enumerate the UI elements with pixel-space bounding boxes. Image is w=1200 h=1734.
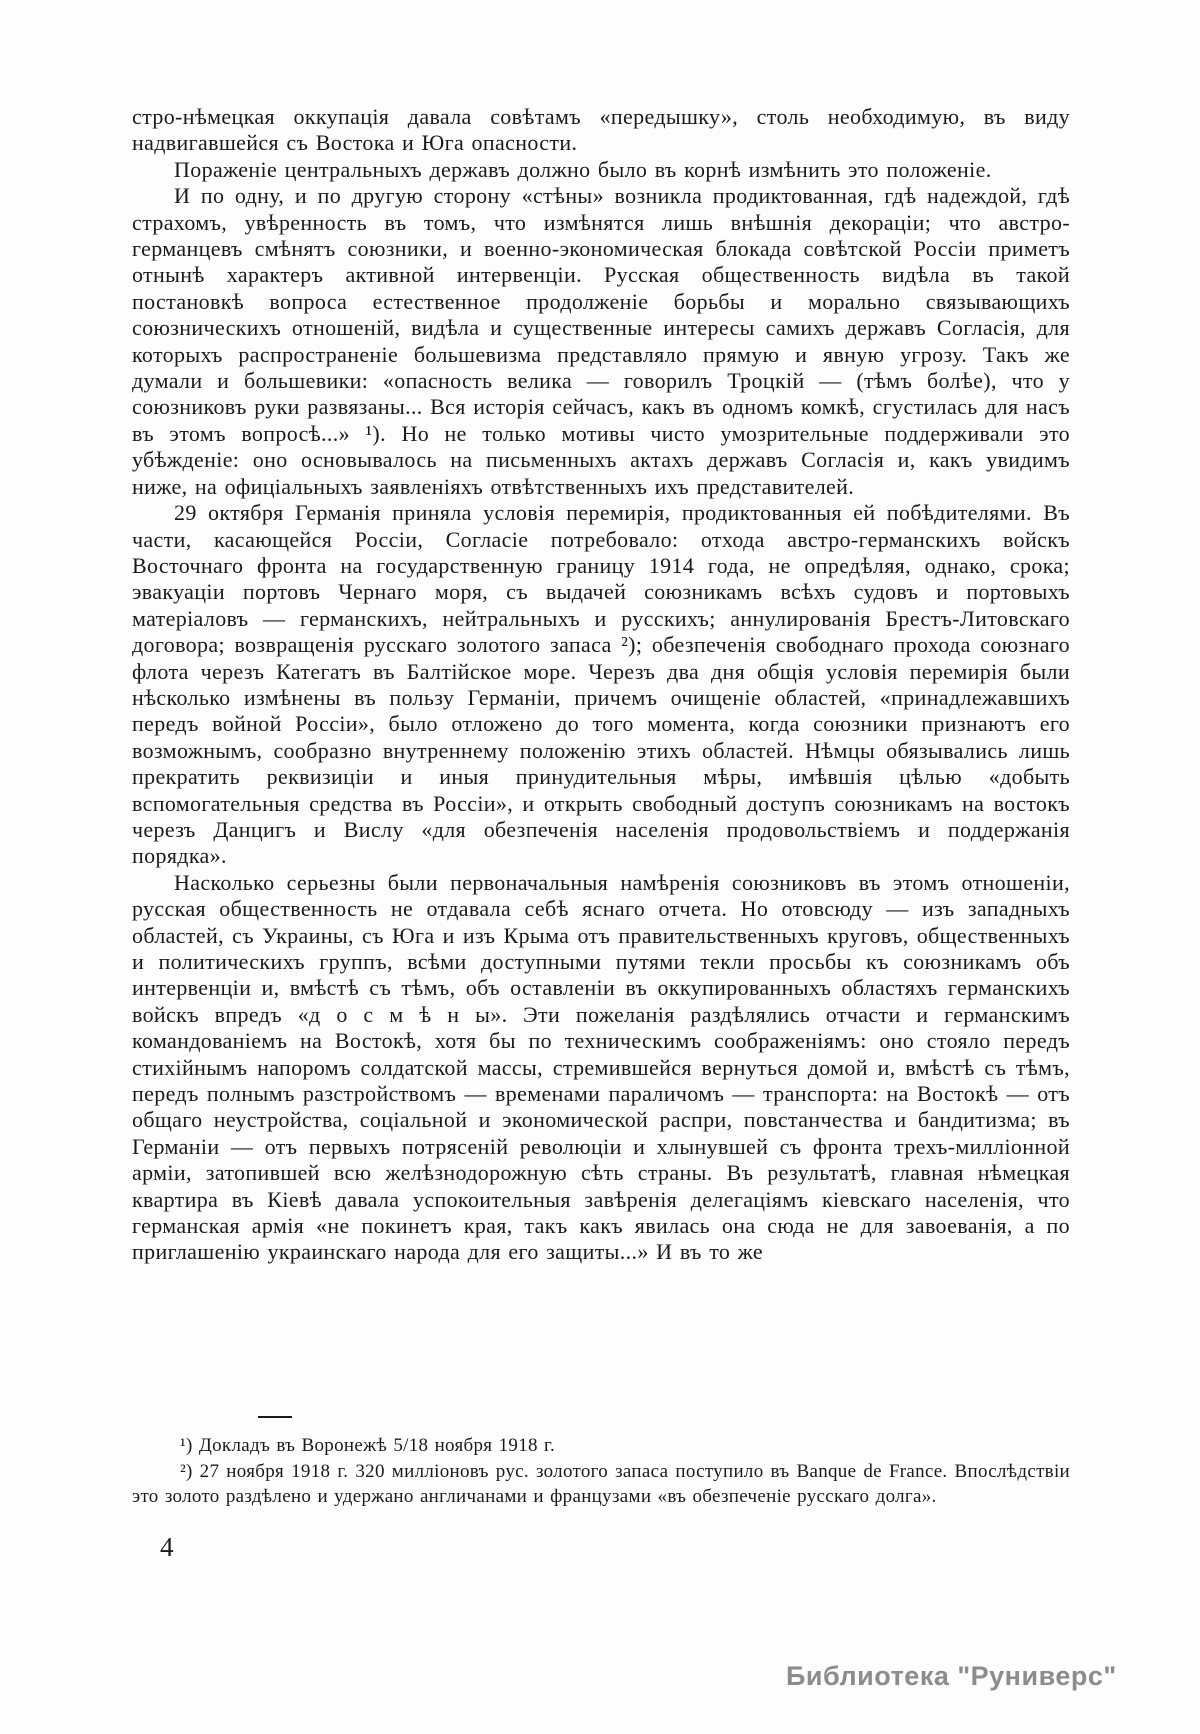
footnote-1: ¹) Докладъ въ Воронежѣ 5/18 ноября 1918 г. bbox=[180, 1435, 556, 1456]
page-number: 4 bbox=[160, 1532, 174, 1562]
footnote-2: ²) 27 ноября 1918 г. 320 милліоновъ рус. золотого запаса поступило въ Banque de France. Впослѣдствіи это золото раздѣлено и удержано англичанами и французами «въ обезпеченіе русскаго долга». bbox=[132, 1460, 1070, 1507]
paragraph: Пораженіе центральныхъ державъ должно было въ корнѣ измѣнить это положеніе. bbox=[174, 156, 992, 182]
paragraph-continuation: стро-нѣмецкая оккупація давала совѣтамъ «передышку», столь необходимую, въ виду надвигавшейся съ Востока и Юга опасности. bbox=[132, 104, 1070, 156]
library-watermark: Библиотека "Руниверс" bbox=[786, 1661, 1117, 1691]
paragraph: Насколько серьезны были первоначальныя намѣренія союзниковъ въ этомъ отношеніи, русская общественность не отдавала себѣ яснаго отчета. Но отовсюду — изъ западныхъ областей, съ Украины, съ Юга и изъ Крыма отъ правительственныхъ круговъ, общественныхъ и политическихъ группъ, всѣми доступными путями текли просьбы къ союзникамъ объ интервенціи и, вмѣстѣ съ тѣмъ, объ оставленіи въ оккупированныхъ областяхъ германскихъ войскъ впредъ «д о с м ѣ н ы». Эти пожеланія раздѣлялись отчасти и германскимъ командованіемъ на Востокѣ, хотя бы по техническимъ соображеніямъ: оно стояло передъ стихійнымъ напоромъ солдатской массы, стремившейся вернуться домой и, вмѣстѣ съ тѣмъ, передъ полнымъ разстройствомъ — временами параличомъ — транспорта: на Востокѣ — отъ общаго неустройства, соціальной и экономической распри, повстанчества и бандитизма; въ Германіи — отъ первыхъ потрясеній революціи и хлынувшей съ фронта трехъ-милліонной арміи, затопившей всю желѣзнодорожную сѣть страны. Въ результатѣ, главная нѣмецкая квартира въ Кіевѣ давала успокоительныя завѣренія делегаціямъ кіевскаго населенія, что германская армія «не покинетъ края, такъ какъ явилась она сюда не для завоеванія, а по приглашенію украинскаго народа для его защиты...» И въ то же bbox=[132, 869, 1070, 1265]
footnotes bbox=[132, 1433, 1070, 1510]
paragraph: И по одну, и по другую сторону «стѣны» возникла продиктованная, гдѣ надеждой, гдѣ страхомъ, увѣренность въ томъ, что измѣнятся лишь внѣшнія декораціи; что австро-германцевъ смѣнятъ союзники, и военно-экономическая блокада совѣтской Россіи приметъ отнынѣ характеръ активной интервенціи. Русская общественность видѣла въ такой постановкѣ вопроса естественное продолженіе борьбы и морально связывающихъ союзническихъ отношеній, видѣла и существенные интересы самихъ державъ Согласія, для которыхъ распространеніе большевизма представляло прямую и явную угрозу. Такъ же думали и большевики: «опасность велика — говорилъ Троцкій — (тѣмъ болѣе), что у союзниковъ руки развязаны... Вся исторія сейчасъ, какъ въ одномъ комкѣ, сгустилась для насъ въ этомъ вопросѣ...» ¹). Но не только мотивы чисто умозрительные поддерживали это убѣжденіе: оно основывалось на письменныхъ актахъ державъ Согласія и, какъ увидимъ ниже, на офиціальныхъ заявленіяхъ отвѣтственныхъ ихъ представителей. bbox=[132, 183, 1070, 499]
body-text bbox=[132, 104, 1070, 1266]
paragraph: 29 октября Германія приняла условія перемирія, продиктованныя ей побѣдителями. Въ части, касающейся Россіи, Согласіе потребовало: отхода австро-германскихъ войскъ Восточнаго фронта на государственную границу 1914 года, не опредѣляя, однако, срока; эвакуаціи портовъ Чернаго моря, съ выдачей союзникамъ всѣхъ судовъ и портовыхъ матеріаловъ — германскихъ, нейтральныхъ и русскихъ; аннулированія Брестъ-Литовскаго договора; возвращенія русскаго золотого запаса ²); обезпеченія свободнаго прохода союзнаго флота черезъ Категатъ въ Балтійское море. Черезъ два дня общія условія перемирія были нѣсколько измѣнены въ пользу Германіи, причемъ очищеніе областей, «принадлежавшихъ передъ войной Россіи», было отложено до того момента, когда союзники признаютъ его возможнымъ, сообразно внутреннему положенію этихъ областей. Нѣмцы обязывались лишь прекратить реквизиціи и иныя принудительныя мѣры, имѣвшія цѣлью «добыть вспомогательныя средства въ Россіи», и открыть свободный доступъ союзникамъ на востокъ черезъ Данцигъ и Вислу «для обезпеченія населенія продовольствіемъ и поддержанія порядка». bbox=[132, 500, 1070, 869]
footnote-separator bbox=[258, 1416, 292, 1418]
